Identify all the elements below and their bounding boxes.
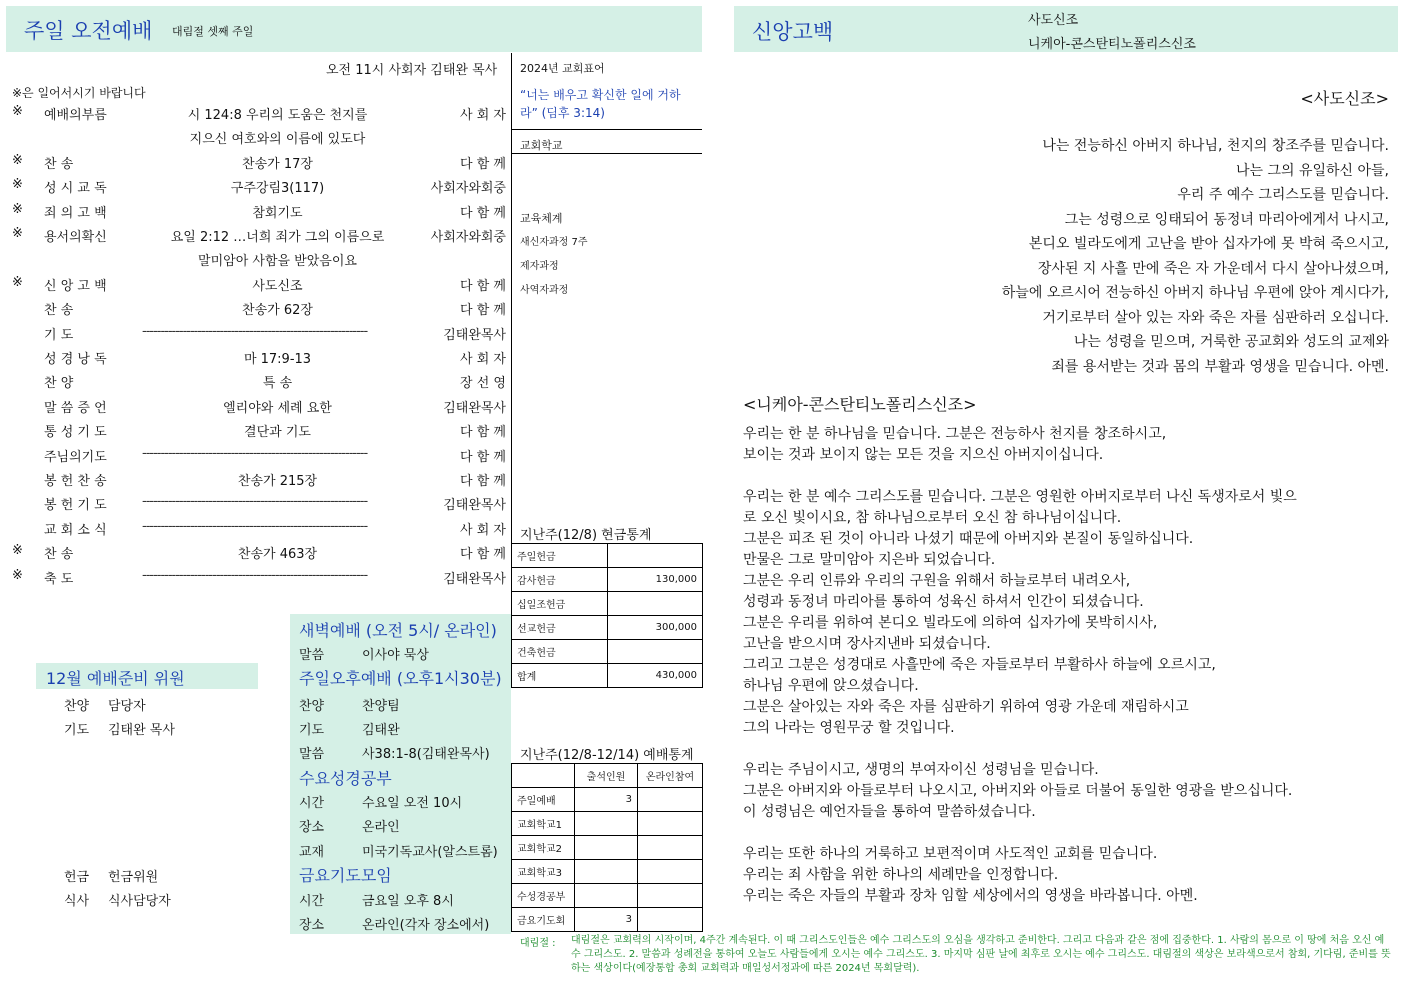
attendance-count: [575, 812, 638, 836]
column-divider: [511, 53, 512, 613]
dawn-title: 새벽예배 (오전 5시/ 온라인): [299, 621, 497, 640]
order-item-name: 성 경 낭 독: [44, 352, 107, 367]
footnote-label: 대림절 :: [520, 938, 556, 949]
offering-key: 십일조헌금: [512, 592, 608, 616]
divider-line: [511, 153, 702, 154]
table-row: [512, 860, 703, 884]
creed-line: 그분은 피조 된 것이 아니라 나셨기 때문에 아버지와 본질이 동일하십니다.: [743, 531, 1194, 547]
schedule-value: 금요일 오후 8시: [362, 894, 454, 909]
standing-mark: ※: [12, 201, 23, 217]
nicene-creed-text: [743, 424, 1393, 907]
schedule-key: 장소: [299, 820, 325, 835]
creed-line: 만물은 그로 말미암아 지은바 되었습니다.: [743, 552, 996, 568]
offering-key: 합계: [512, 664, 608, 688]
order-item-content: 찬송가 17장: [242, 156, 313, 172]
attendance-count: [575, 836, 638, 860]
order-item-name: 용서의확신: [44, 230, 107, 245]
standing-mark: ※: [12, 543, 23, 559]
attendance-key: 교회학교3: [512, 860, 575, 884]
attendance-key: 교회학교2: [512, 836, 575, 860]
afternoon-title: 주일오후예배 (오후1시30분): [299, 669, 502, 688]
order-item-content: 특 송: [262, 376, 293, 392]
right-header: [734, 6, 1398, 52]
order-item-content: 시 124:8 우리의 도움은 천지를: [187, 108, 368, 123]
offering-value: [608, 592, 703, 616]
offering-table: [511, 543, 703, 688]
schedule-value: 사38:1-8(김태완목사): [362, 747, 490, 762]
order-row: [0, 226, 510, 250]
creed-line: 하늘에 오르시어 전능하신 아버지 하나님 우편에 앉아 계시다가,: [1001, 285, 1389, 301]
order-item-leader: 다 함 께: [460, 205, 506, 221]
attendance-online: [638, 812, 703, 836]
order-item-name: 찬 양: [44, 376, 74, 392]
edu-item: 새신자과정 7주: [520, 237, 588, 248]
attendance-title: 지난주(12/8-12/14) 예배통계: [520, 748, 694, 763]
attendance-count: 3: [575, 788, 638, 812]
offering-value: 130,000: [608, 568, 703, 592]
table-row: [512, 908, 703, 932]
paragraph-gap: [743, 823, 1393, 844]
schedule-key: 말씀: [299, 648, 325, 663]
order-item-name: 예배의부름: [44, 108, 107, 123]
offering-key: 감사헌금: [512, 568, 608, 592]
committee-value: 식사담당자: [108, 894, 171, 909]
attendance-online: [638, 860, 703, 884]
offering-value: [608, 544, 703, 568]
dash-leader: -------------------------------------------------------------: [142, 567, 368, 583]
left-header: [6, 6, 702, 52]
order-item-name: 봉 헌 기 도: [44, 498, 107, 514]
order-row: [0, 275, 510, 299]
order-row: [0, 421, 510, 445]
attendance-count: [575, 860, 638, 884]
order-row: [0, 372, 510, 396]
offering-key: 선교헌금: [512, 616, 608, 640]
standing-mark: ※: [12, 104, 23, 119]
creed-line: 그분은 우리 인류와 우리의 구원을 위해서 하늘로부터 내려오사,: [743, 573, 1131, 589]
order-item-name: 찬 송: [44, 156, 74, 172]
schedule-value: 온라인(각자 장소에서): [362, 918, 490, 933]
order-row: [0, 397, 510, 421]
order-item-content: 결단과 기도: [244, 425, 311, 441]
service-time: 오전 11시 사회자 김태완 목사: [326, 63, 498, 78]
edu-item: 제자과정: [520, 261, 559, 272]
standing-mark: ※: [12, 274, 23, 290]
schedule-value: 찬양팀: [362, 699, 400, 714]
friday-title: 금요기도모임: [299, 866, 392, 885]
attendance-key: 금요기도회: [512, 908, 575, 932]
offering-value: 300,000: [608, 616, 703, 640]
attendance-count: [575, 884, 638, 908]
order-item-leader: 사 회 자: [460, 522, 506, 538]
order-item-content: 구주강림3(117): [230, 181, 325, 197]
creed-line: 본디오 빌라도에게 고난을 받아 십자가에 못 박혀 죽으시고,: [1028, 236, 1389, 252]
order-row: [0, 446, 510, 470]
creed-line: 나는 그의 유일하신 아들,: [1235, 162, 1389, 179]
attendance-online: [638, 908, 703, 932]
table-row: [512, 764, 703, 788]
order-item-leader: 다 함 께: [460, 547, 506, 563]
order-row: [0, 519, 510, 543]
order-item-content: 참회기도: [252, 205, 303, 221]
divider-line: [511, 129, 702, 130]
order-item-leader: 다 함 께: [460, 278, 506, 294]
attendance-online: [638, 884, 703, 908]
attendance-key: 수성경공부: [512, 884, 575, 908]
creed-line: 성령과 동정녀 마리아를 통하여 성육신 하셔서 인간이 되셨습니다.: [743, 594, 1144, 610]
standing-mark: ※: [12, 226, 23, 241]
schedule-value: 김태완: [362, 723, 400, 738]
offering-key: 건축헌금: [512, 640, 608, 664]
paragraph-gap: [743, 739, 1393, 760]
order-row: [0, 348, 510, 372]
creed-line: 고난을 받으시며 장사지낸바 되셨습니다.: [743, 636, 991, 652]
creed-line: 로 오신 빛이시요, 참 하나님으로부터 오신 참 하나님이십니다.: [743, 510, 1122, 526]
order-row: [0, 250, 510, 274]
footnote-text: 대림절은 교회력의 시작이며, 4주간 계속된다. 이 때 그리스도인들은 예수 그리스도의 오심을 생각하고 준비한다. 그리고 다음과 같은 점에 집중한다. 1. 사람의 몸으로 이 땅에 처음 오신 예수 그리스도. 2. 말씀과 성례전을 통하여 오늘도 사람들에게 오시는 예수 그리스도. 3. 마지막 심판 날에 최후로 오시는 예수 그리스도. 대림절의 색상은 보라색으로서 참회, 기다림, 준비를 뜻하는 색상이다(예장통합 총회 교회력과 매일성서정과에 따른 2024년 목회달력).: [571, 935, 1391, 974]
order-item-name: 성 시 교 독: [44, 181, 107, 197]
creed-line: 우리는 또한 하나의 거룩하고 보편적이며 사도적인 교회를 믿습니다.: [743, 846, 1158, 862]
committee-key: 기도: [64, 723, 90, 738]
order-item-leader: 다 함 께: [460, 156, 506, 172]
creed-line: 거기로부터 살아 있는 자와 죽은 자를 심판하러 오십니다.: [1042, 309, 1389, 326]
creed-section-title: 신앙고백: [752, 20, 834, 44]
attendance-col-header: 온라인참여: [638, 764, 703, 788]
schedule-key: 말씀: [299, 747, 325, 762]
order-row: [0, 177, 510, 201]
order-item-name: 신 앙 고 백: [44, 278, 107, 294]
order-item-name: 교 회 소 식: [44, 522, 107, 538]
dash-leader: -------------------------------------------------------------: [142, 494, 368, 510]
edu-label: 교육체계: [520, 212, 563, 225]
order-item-content: 마 17:9-13: [243, 352, 312, 367]
order-item-leader: 다 함 께: [460, 474, 506, 489]
committee-key: 헌금: [64, 870, 90, 885]
creed-line: 우리 주 예수 그리스도를 믿습니다.: [1177, 187, 1389, 203]
order-item-name: 기 도: [44, 327, 74, 343]
creed-line: 그분은 우리를 위하여 본디오 빌라도에 의하여 십자가에 못박히시사,: [743, 615, 1158, 631]
schedule-key: 기도: [299, 723, 325, 738]
creed-option-nicene: 니케아-콘스탄티노폴리스신조: [1028, 37, 1196, 52]
apostles-creed-heading: <사도신조>: [1300, 89, 1389, 108]
creed-line: 그는 성령으로 잉태되어 동정녀 마리아에게서 나시고,: [1064, 211, 1389, 228]
order-item-content: 사도신조: [252, 278, 303, 294]
order-item-leader: 김태완목사: [443, 327, 506, 343]
order-item-leader: 김태완목사: [443, 400, 506, 416]
creed-line: 그리고 그분은 성경대로 사흘만에 죽은 자들로부터 부활하사 하늘에 오르시고,: [743, 657, 1216, 673]
apostles-creed-text: [749, 134, 1389, 379]
table-row: [512, 616, 703, 640]
order-row: [0, 470, 510, 494]
creed-line: 나는 전능하신 아버지 하나님, 천지의 창조주를 믿습니다.: [1042, 138, 1389, 154]
order-item-name: 축 도: [44, 571, 74, 587]
edu-item: 사역자과정: [520, 285, 569, 296]
table-row: [512, 568, 703, 592]
order-item-leader: 사회자와회중: [430, 230, 506, 245]
december-committee-title: 12월 예배준비 위원: [46, 669, 185, 688]
order-item-content: 찬송가 463장: [237, 547, 318, 563]
creed-line: 우리는 한 분 하나님을 믿습니다. 그분은 전능하사 천지를 창조하시고,: [743, 426, 1167, 442]
motto-label: 2024년 교회표어: [520, 62, 605, 75]
table-row: [512, 640, 703, 664]
table-row: [512, 884, 703, 908]
order-row: [0, 324, 510, 348]
committee-key: 찬양: [64, 699, 90, 714]
table-row: [512, 544, 703, 568]
creed-line: 나는 성령을 믿으며, 거룩한 공교회와 성도의 교제와: [1073, 334, 1389, 350]
order-item-name: 말 씀 증 언: [44, 400, 107, 416]
table-row: [512, 812, 703, 836]
standing-mark: ※: [12, 152, 23, 168]
schedule-value: 온라인: [362, 820, 400, 835]
paragraph-gap: [743, 466, 1393, 487]
schedule-value: 이사야 묵상: [362, 648, 429, 663]
schedule-value: 미국기독교사(알스트롬): [362, 845, 498, 860]
attendance-col-header: 출석인원: [575, 764, 638, 788]
creed-line: 이 성령님은 예언자들을 통하여 말씀하셨습니다.: [743, 804, 1036, 820]
standing-note: ※은 일어서시기 바랍니다: [12, 86, 146, 100]
committee-value: 헌금위원: [108, 870, 159, 885]
order-item-leader: 사회자와회중: [430, 181, 506, 197]
schedule-key: 장소: [299, 918, 325, 933]
table-row: [512, 836, 703, 860]
order-row: [0, 104, 510, 128]
creed-line: 죄를 용서받는 것과 몸의 부활과 영생을 믿습니다. 아멘.: [1051, 358, 1389, 375]
school-label: 교회학교: [520, 139, 563, 152]
schedule-value: 수요일 오전 10시: [362, 796, 463, 811]
offering-key: 주일헌금: [512, 544, 608, 568]
order-row: [0, 202, 510, 226]
creed-line: 우리는 주님이시고, 생명의 부여자이신 성령님을 믿습니다.: [743, 762, 1099, 778]
dash-leader: -------------------------------------------------------------: [142, 445, 368, 461]
attendance-key: 주일예배: [512, 788, 575, 812]
offering-value: 430,000: [608, 664, 703, 688]
attendance-online: [638, 788, 703, 812]
attendance-count: 3: [575, 908, 638, 932]
order-row: [0, 568, 510, 592]
order-item-content: 말미암아 사함을 받았음이요: [198, 254, 357, 270]
creed-line: 장사된 지 사흘 만에 죽은 자 가운데서 다시 살아나셨으며,: [1037, 260, 1389, 277]
order-item-content: 요일 2:12 …너희 죄가 그의 이름으로: [170, 230, 385, 245]
order-item-content: 찬송가 215장: [237, 474, 318, 489]
committee-key: 식사: [64, 894, 90, 909]
schedule-key: 시간: [299, 894, 325, 909]
order-item-leader: 사 회 자: [460, 352, 506, 367]
offering-value: [608, 640, 703, 664]
order-row: [0, 128, 510, 152]
order-of-worship: [0, 104, 510, 594]
order-item-leader: 다 함 께: [460, 449, 506, 465]
creed-line: 우리는 죄 사함을 위한 하나의 세례만을 인정합니다.: [743, 867, 1059, 883]
attendance-key: 교회학교1: [512, 812, 575, 836]
order-item-name: 통 성 기 도: [44, 425, 107, 441]
order-item-name: 찬 송: [44, 547, 74, 563]
order-item-name: 죄 의 고 백: [44, 205, 107, 221]
dash-leader: -------------------------------------------------------------: [142, 323, 368, 339]
nicene-creed-heading: <니케아-콘스탄티노폴리스신조>: [743, 395, 977, 414]
order-item-name: 찬 송: [44, 303, 74, 319]
order-item-leader: 다 함 께: [460, 303, 506, 319]
order-item-content: 엘리야와 세례 요한: [223, 400, 332, 416]
order-item-content: 지으신 여호와의 이름에 있도다: [189, 132, 366, 148]
schedule-key: 교재: [299, 845, 325, 860]
order-item-leader: 장 선 영: [460, 376, 506, 392]
table-row: [512, 788, 703, 812]
order-row: [0, 153, 510, 177]
order-row: [0, 299, 510, 323]
creed-line: 그분은 살아있는 자와 죽은 자를 심판하기 위하여 영광 가운데 재림하시고: [743, 699, 1189, 715]
order-item-content: 찬송가 62장: [242, 303, 313, 319]
creed-option-apostles: 사도신조: [1028, 13, 1079, 28]
attendance-table: [511, 763, 703, 932]
attendance-corner: [512, 764, 575, 788]
creed-line: 보이는 것과 보이지 않는 모든 것을 지으신 아버지이십니다.: [743, 447, 1104, 463]
order-item-leader: 김태완목사: [443, 498, 506, 514]
order-item-name: 봉 헌 찬 송: [44, 474, 107, 489]
order-row: [0, 494, 510, 518]
creed-line: 그의 나라는 영원무궁 할 것입니다.: [743, 720, 955, 736]
december-committee-header: [36, 663, 258, 689]
standing-mark: ※: [12, 177, 23, 193]
schedule-key: 찬양: [299, 699, 325, 714]
motto-text: “너는 배우고 확신한 일에 거하라” (딤후 3:14): [520, 88, 681, 120]
weekly-schedule-panel: [290, 614, 511, 934]
bulletin-title: 주일 오전예배: [24, 19, 153, 43]
order-item-leader: 다 함 께: [460, 425, 506, 441]
standing-mark: ※: [12, 567, 23, 583]
order-item-leader: 김태완목사: [443, 571, 506, 587]
committee-value: 담당자: [108, 699, 146, 714]
committee-value: 김태완 목사: [108, 723, 175, 738]
table-row: [512, 664, 703, 688]
creed-line: 그분은 아버지와 아들로부터 나오시고, 아버지와 아들로 더불어 동일한 영광을 받으십니다.: [743, 783, 1293, 799]
creed-line: 하나님 우편에 앉으셨습니다.: [743, 678, 919, 694]
order-item-leader: 사 회 자: [460, 108, 506, 123]
bulletin-subtitle: 대림절 셋째 주일: [172, 25, 254, 38]
offering-title: 지난주(12/8) 현금통계: [520, 528, 652, 543]
order-row: [0, 543, 510, 567]
creed-line: 우리는 한 분 예수 그리스도를 믿습니다. 그분은 영원한 아버지로부터 나신 독생자로서 빛으: [743, 489, 1297, 505]
wednesday-title: 수요성경공부: [299, 769, 392, 788]
attendance-online: [638, 836, 703, 860]
creed-line: 우리는 죽은 자들의 부활과 장차 임할 세상에서의 영생을 바라봅니다. 아멘.: [743, 888, 1198, 904]
schedule-key: 시간: [299, 796, 325, 811]
dash-leader: -------------------------------------------------------------: [142, 518, 368, 534]
order-item-name: 주님의기도: [44, 449, 107, 465]
table-row: [512, 592, 703, 616]
